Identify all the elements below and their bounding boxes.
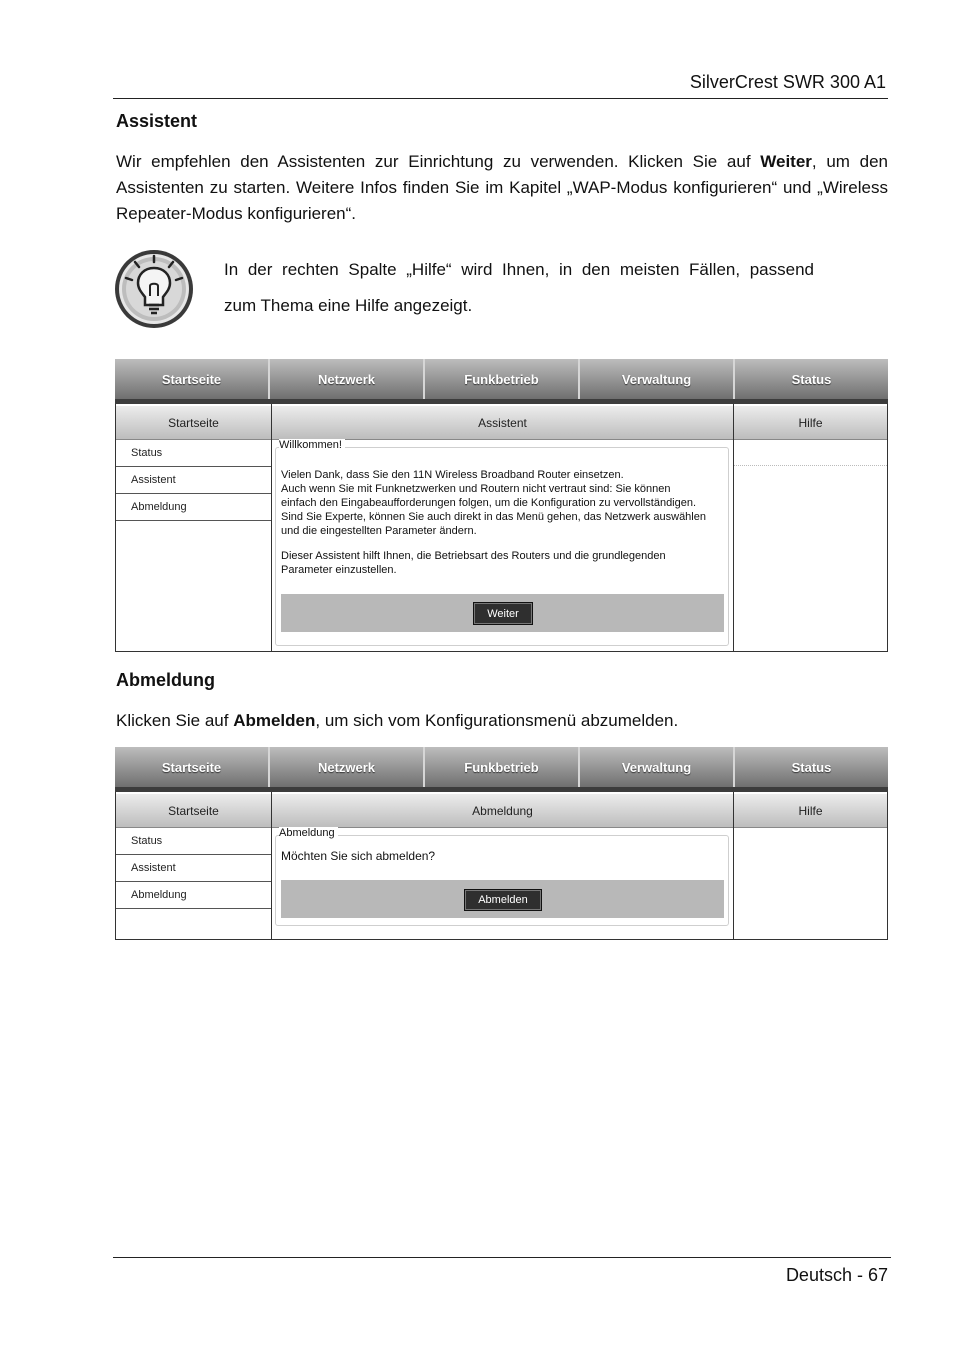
section-heading-abmeldung: Abmeldung xyxy=(116,670,215,690)
lightbulb-icon xyxy=(113,248,195,330)
logout-question: Möchten Sie sich abmelden? xyxy=(281,849,436,863)
router-screenshot-abmeldung xyxy=(115,747,888,940)
sidebar xyxy=(116,404,272,651)
welcome-text-6: Dieser Assistent hilft Ihnen, die Betriebsart des Routers und die grundlegenden xyxy=(281,550,666,562)
welcome-text-7: Parameter einzustellen. xyxy=(281,564,397,576)
intro-text-b: , um den Assistenten zu starten. Weitere Infos finden Sie im Kapitel „WAP-Modus konfigurieren“ und „Wireless Repeater-Modus konfigurieren“. xyxy=(116,152,888,223)
main-heading: Abmeldung xyxy=(272,794,733,828)
intro-paragraph xyxy=(116,149,888,227)
footer-rule xyxy=(113,1257,891,1258)
tab-funkbetrieb[interactable]: Funkbetrieb xyxy=(425,747,580,787)
header-rule xyxy=(113,98,888,99)
content-area xyxy=(115,792,888,940)
welcome-text-3: einfach den Eingabeaufforderungen folgen, um die Konfiguration zu vervollständigen. xyxy=(281,497,697,509)
intro-text-a: Wir empfehlen den Assistenten zur Einrichtung zu verwenden. Klicken Sie auf xyxy=(116,152,761,171)
main-panel xyxy=(272,792,734,939)
welcome-text-5: und die eingestellten Parameter ändern. xyxy=(281,525,477,537)
logout-text-bold: Abmelden xyxy=(233,711,316,730)
sidebar-item-status[interactable]: Status xyxy=(116,440,271,467)
logout-text-a: Klicken Sie auf xyxy=(116,711,234,730)
main-panel xyxy=(272,404,734,651)
tab-netzwerk[interactable]: Netzwerk xyxy=(270,747,425,787)
welcome-text-4: Sind Sie Experte, können Sie auch direkt in das Menü gehen, das Netzwerk auswählen xyxy=(281,511,706,523)
tab-startseite[interactable]: Startseite xyxy=(115,747,270,787)
tab-status[interactable]: Status xyxy=(791,371,832,387)
sidebar-heading: Startseite xyxy=(116,406,271,440)
tab-funkbetrieb[interactable]: Funkbetrieb xyxy=(425,359,580,399)
sidebar-item-abmeldung[interactable]: Abmeldung xyxy=(116,494,271,521)
button-bar xyxy=(281,880,724,918)
router-screenshot-assistent xyxy=(115,359,888,652)
top-navigation xyxy=(115,359,888,399)
sidebar-heading: Startseite xyxy=(116,794,271,828)
content-area xyxy=(115,404,888,652)
sidebar-item-status[interactable]: Status xyxy=(116,828,271,855)
weiter-button[interactable]: Weiter xyxy=(473,602,533,625)
logout-text-b: , um sich vom Konfigurationsmenü abzumelden. xyxy=(315,711,679,730)
tab-startseite[interactable]: Startseite xyxy=(115,359,270,399)
header-title: SilverCrest SWR 300 A1 xyxy=(689,72,886,92)
fieldset-legend: Abmeldung xyxy=(279,827,338,839)
tab-verwaltung[interactable]: Verwaltung xyxy=(580,747,735,787)
fieldset-legend: Willkommen! xyxy=(279,439,345,451)
top-navigation xyxy=(115,747,888,787)
help-heading: Hilfe xyxy=(734,794,887,828)
sidebar xyxy=(116,792,272,939)
tip-line-1: In der rechten Spalte „Hilfe“ wird Ihnen, in den meisten Fällen, passend xyxy=(224,260,814,279)
logout-fieldset xyxy=(275,827,729,926)
help-heading: Hilfe xyxy=(734,406,887,440)
page-number: Deutsch - 67 xyxy=(785,1265,888,1285)
logout-paragraph xyxy=(116,708,888,734)
tab-netzwerk[interactable]: Netzwerk xyxy=(270,359,425,399)
section-heading-assistent: Assistent xyxy=(116,111,198,131)
abmelden-button[interactable]: Abmelden xyxy=(464,889,542,911)
tab-verwaltung[interactable]: Verwaltung xyxy=(580,359,735,399)
intro-text-bold: Weiter xyxy=(760,152,812,171)
help-panel xyxy=(734,792,887,939)
tip-line-2: zum Thema eine Hilfe angezeigt. xyxy=(224,296,473,315)
sidebar-item-assistent[interactable]: Assistent xyxy=(116,855,271,882)
welcome-fieldset xyxy=(275,439,729,646)
button-bar xyxy=(281,594,724,632)
main-heading: Assistent xyxy=(272,406,733,440)
help-panel xyxy=(734,404,887,651)
welcome-text-1: Vielen Dank, dass Sie den 11N Wireless Broadband Router einsetzen. xyxy=(281,469,624,481)
welcome-text-2: Auch wenn Sie mit Funknetzwerken und Routern nicht vertraut sind: Sie können xyxy=(281,483,671,495)
sidebar-item-assistent[interactable]: Assistent xyxy=(116,467,271,494)
sidebar-item-abmeldung[interactable]: Abmeldung xyxy=(116,882,271,909)
tab-status[interactable]: Status xyxy=(791,759,832,775)
